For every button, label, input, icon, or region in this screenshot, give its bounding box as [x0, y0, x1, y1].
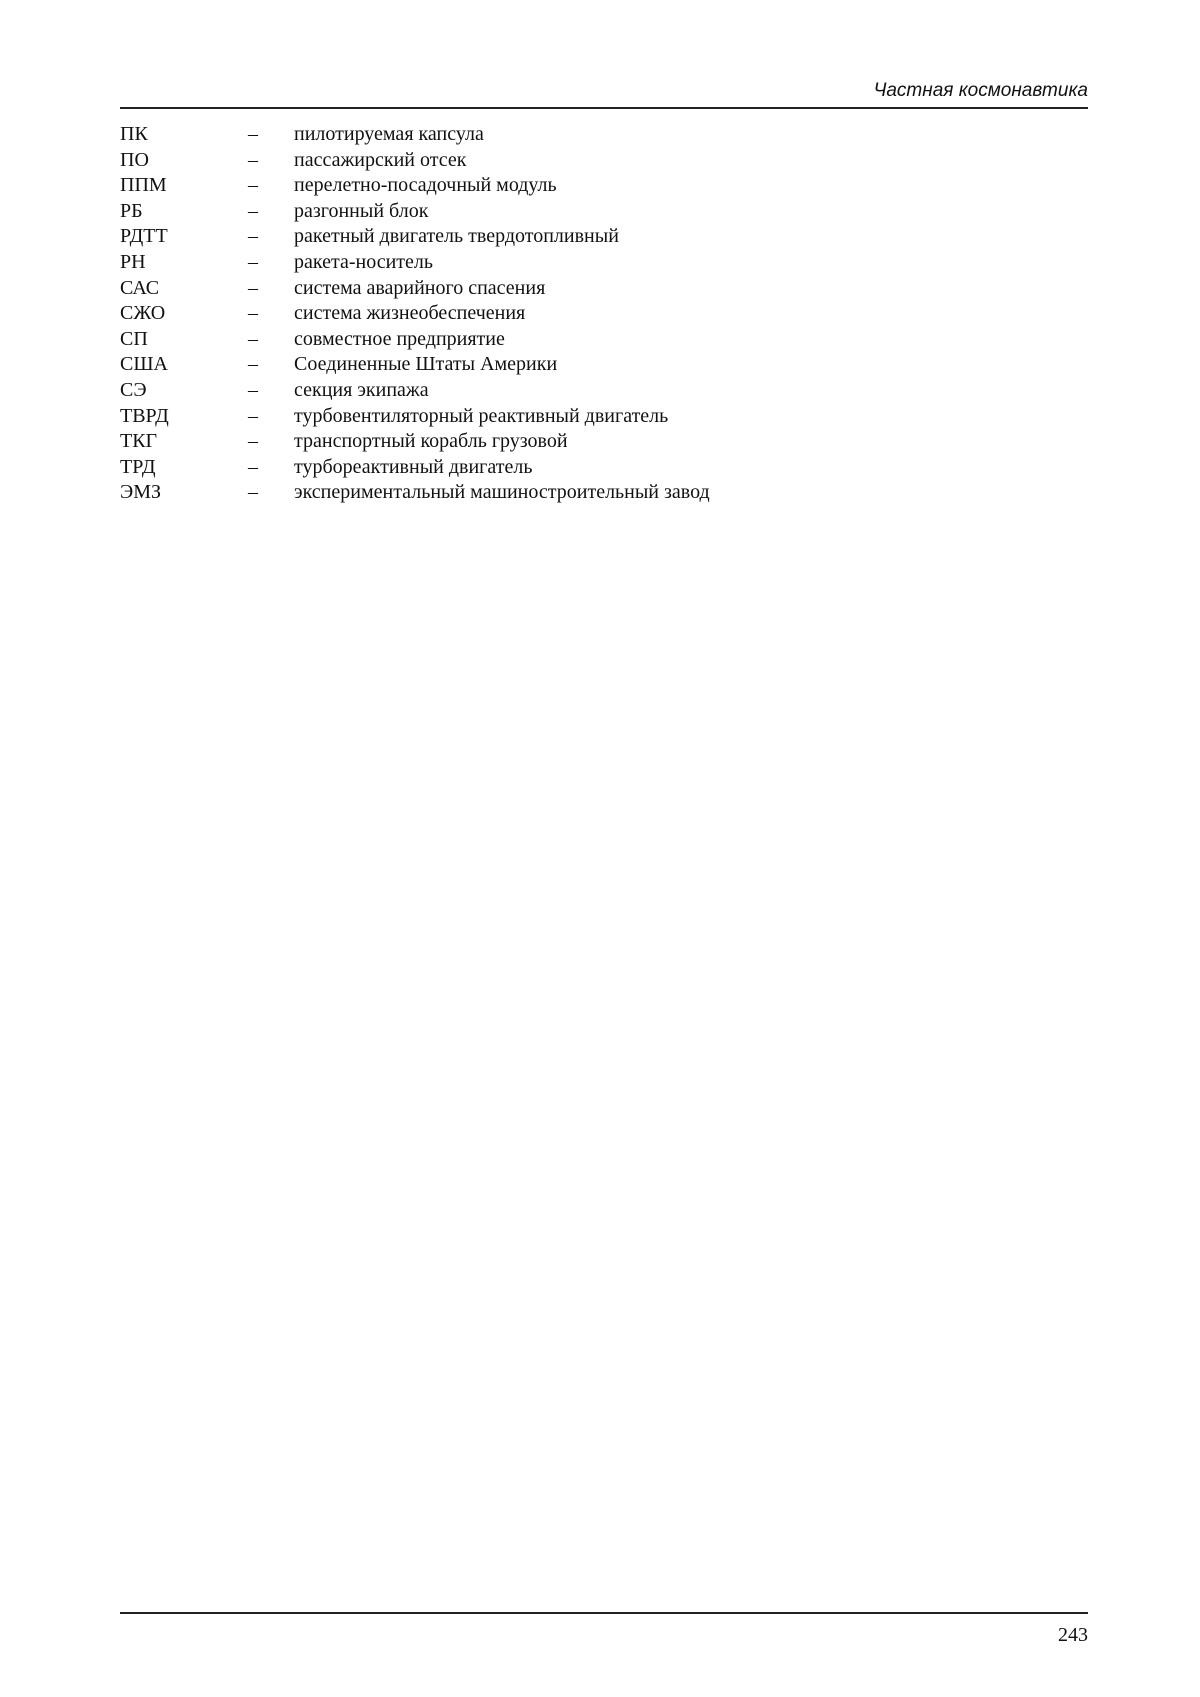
- abbreviation-term: ТКГ: [120, 430, 158, 453]
- abbreviation-term: СП: [120, 327, 148, 350]
- abbreviation-row: [120, 276, 1000, 302]
- abbreviation-definition: совместное предприятие: [294, 327, 505, 350]
- abbreviation-definition: перелетно-посадочный модуль: [294, 174, 557, 197]
- abbreviation-row: [120, 301, 1000, 327]
- abbreviation-definition: пилотируемая капсула: [294, 123, 484, 145]
- abbreviation-term: СЭ: [120, 378, 147, 401]
- abbreviation-dash: –: [248, 225, 258, 248]
- abbreviation-dash: –: [248, 199, 258, 222]
- abbreviation-dash: –: [248, 455, 258, 478]
- abbreviation-term: РДТТ: [120, 225, 168, 248]
- abbreviation-row: [120, 224, 1000, 250]
- abbreviation-definition: секция экипажа: [294, 378, 429, 401]
- abbreviation-term: ППМ: [120, 174, 167, 197]
- abbreviation-dash: –: [248, 148, 258, 171]
- abbreviation-dash: –: [248, 481, 258, 504]
- abbreviation-row: [120, 327, 1000, 353]
- abbreviation-dash: –: [248, 327, 258, 350]
- abbreviation-row: [120, 404, 1000, 430]
- abbreviation-term: ЭМЗ: [120, 481, 162, 504]
- abbreviation-dash: –: [248, 276, 258, 299]
- abbreviation-definition: пассажирский отсек: [294, 148, 467, 171]
- abbreviation-term: РБ: [120, 199, 143, 222]
- abbreviation-term: РН: [120, 250, 146, 273]
- abbreviation-row: [120, 429, 1000, 455]
- abbreviation-term: СЖО: [120, 302, 166, 325]
- abbreviation-definition: ракетный двигатель твердотопливный: [294, 225, 619, 248]
- abbreviation-term: США: [120, 353, 168, 376]
- abbreviation-definition: система жизнеобеспечения: [294, 302, 526, 325]
- abbreviation-definition: турбовентиляторный реактивный двигатель: [294, 404, 669, 427]
- abbreviation-definition: разгонный блок: [294, 199, 429, 222]
- abbreviation-dash: –: [248, 123, 258, 145]
- abbreviation-term: ТРД: [120, 455, 156, 478]
- abbreviation-dash: –: [248, 378, 258, 401]
- abbreviation-row: [120, 378, 1000, 404]
- abbreviation-definition: транспортный корабль грузовой: [294, 430, 568, 453]
- abbreviation-term: ПК: [120, 123, 148, 145]
- running-header: Частная космонавтика: [873, 80, 1088, 101]
- abbreviation-row: [120, 480, 1000, 506]
- footer-rule: [120, 1612, 1088, 1614]
- abbreviation-dash: –: [248, 430, 258, 453]
- abbreviation-row: [120, 173, 1000, 199]
- abbreviation-dash: –: [248, 404, 258, 427]
- abbreviation-definition: система аварийного спасения: [294, 276, 546, 299]
- abbreviation-definition: турбореактивный двигатель: [294, 455, 533, 478]
- abbreviation-term: ПО: [120, 148, 149, 171]
- abbreviation-row: [120, 455, 1000, 481]
- abbreviation-list: [120, 122, 1000, 506]
- abbreviation-dash: –: [248, 250, 258, 273]
- abbreviation-dash: –: [248, 174, 258, 197]
- abbreviation-definition: экспериментальный машиностроительный завод: [294, 481, 710, 504]
- abbreviation-definition: ракета-носитель: [294, 250, 433, 273]
- abbreviation-row: [120, 352, 1000, 378]
- abbreviation-definition: Соединенные Штаты Америки: [294, 353, 558, 376]
- header-rule: [120, 107, 1088, 109]
- abbreviation-term: ТВРД: [120, 404, 169, 427]
- page-number: 243: [1058, 1624, 1088, 1646]
- abbreviation-row: [120, 148, 1000, 174]
- abbreviation-row: [120, 250, 1000, 276]
- abbreviation-row: [120, 122, 1000, 148]
- abbreviation-dash: –: [248, 302, 258, 325]
- abbreviation-term: САС: [120, 276, 160, 299]
- abbreviation-dash: –: [248, 353, 258, 376]
- abbreviation-row: [120, 199, 1000, 225]
